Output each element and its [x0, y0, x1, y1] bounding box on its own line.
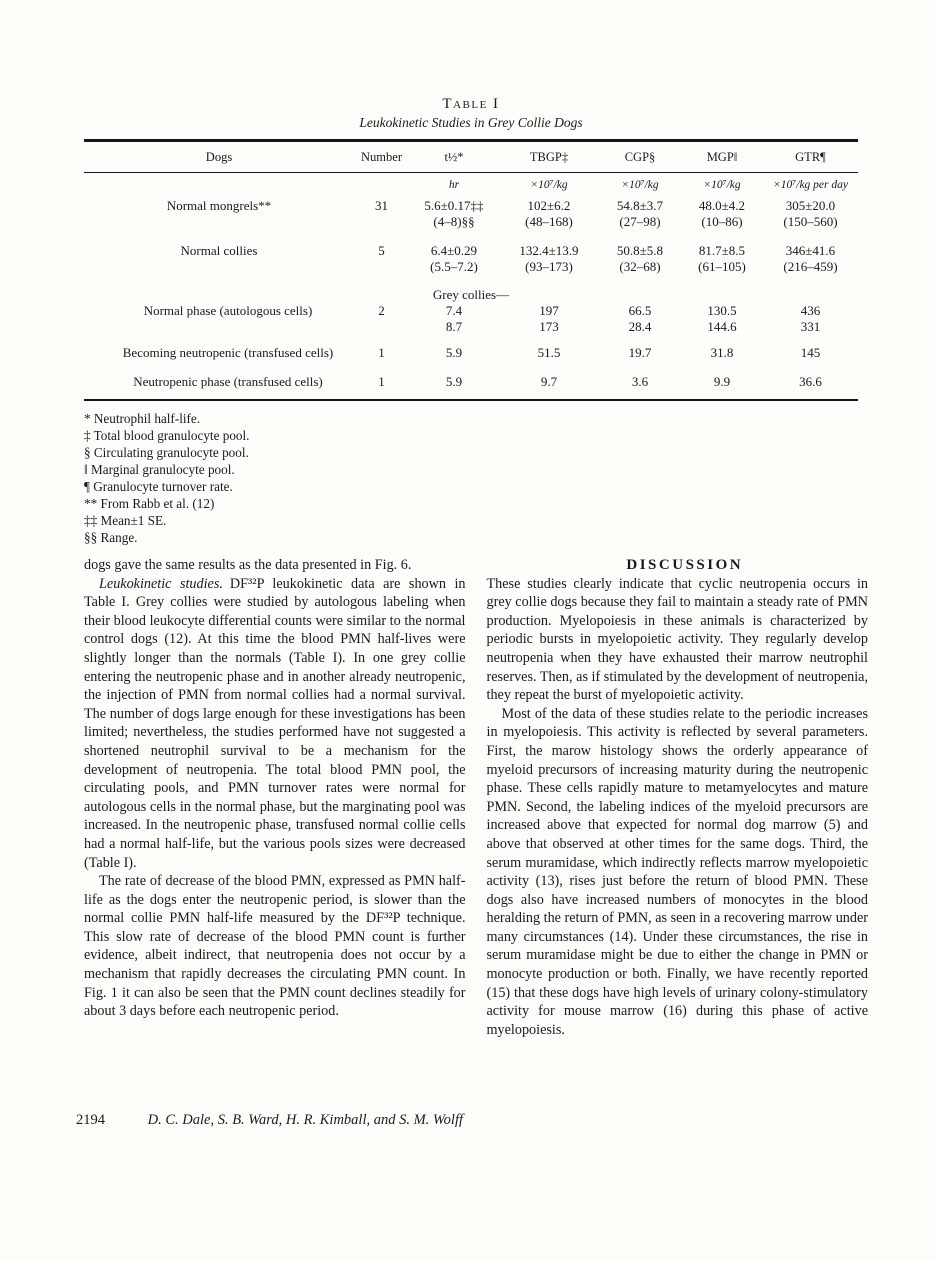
- footnote: § Circulating granulocyte pool.: [84, 445, 249, 460]
- cell-halflife: 5.6±0.17‡‡ (4–8)§§: [424, 198, 484, 229]
- table-header-row: [84, 141, 858, 173]
- paragraph: The rate of decrease of the blood PMN, expressed as PMN half-life as the dogs enter the neutropenic period, is slower than the normal collie PMN half-life measured by the DF³²P technique. This slow rate of decrease of the blood PMN count is further evidence, albeit indirect, that neutropenia does not occur by a mechanism that rapidly decreases the circulating PMN count. In Fig. 1 it can also be seen that the PMN count declines steadily for about 3 days before each neutropenic period.: [84, 873, 466, 1020]
- group-label: Grey collies—: [432, 287, 510, 302]
- table-units-row: [84, 173, 858, 196]
- footnote: * Neutrophil half-life.: [84, 411, 201, 426]
- cell-cgp: 54.8±3.7 (27–98): [616, 198, 664, 229]
- cell-cgp: 19.7: [628, 345, 652, 360]
- cell-mgp: 31.8: [710, 345, 734, 360]
- cell-tbgp: 51.5: [537, 345, 561, 360]
- table-caption: Leukokinetic Studies in Grey Collie Dogs: [359, 115, 583, 130]
- unit-gtr: ×10⁷/kg per day: [773, 179, 848, 191]
- cell-number: 1: [378, 374, 385, 389]
- paragraph-text: DF³²P leukokinetic data are shown in Table I. Grey collies were studied by autologous labeling when their blood leukocyte differential counts were similar to the normal control dogs (12). At this time the blood PMN half-lives were slightly longer than the normals (Table I). In one grey collie entering the neutropenic phase and in another already neutropenic, the injection of PMN from normal collies had a normal survival. The number of dogs large enough for these investigations has been limited; nevertheless, the studies performed have not suggested a shortened neutrophil survival to be a mechanism for the development of neutropenia. The total blood PMN pool, the circulating pools, and PMN turnover rates were normal for autologous cells in the normal phase, but the marginating pool was increased. In the neutropenic phase, transfused normal collie cells had a normal half-life, but the various pools sizes were decreased (Table I).: [84, 575, 466, 871]
- cell-gtr: 346±41.6 (216–459): [783, 243, 838, 274]
- col-header-halflife: t½*: [409, 141, 499, 173]
- col-header-tbgp: TBGP‡: [499, 141, 599, 173]
- footnote: ¶ Granulocyte turnover rate.: [84, 479, 233, 494]
- paragraph: [84, 575, 466, 873]
- footnote: ‖ Marginal granulocyte pool.: [84, 462, 235, 477]
- cell-tbgp: 9.7: [540, 374, 558, 389]
- table-title: Table I: [442, 96, 500, 112]
- unit-mgp: ×10⁷/kg: [703, 179, 741, 191]
- cell-gtr: 436 331: [800, 303, 821, 334]
- cell-mgp: 81.7±8.5 (61–105): [698, 243, 746, 274]
- footnote: §§ Range.: [84, 530, 138, 545]
- cell-halflife: 6.4±0.29 (5.5–7.2): [430, 243, 478, 274]
- cell-halflife: 5.9: [445, 345, 463, 360]
- unit-halflife: hr: [448, 179, 460, 191]
- row-label: Normal phase (autologous cells): [143, 303, 313, 318]
- paragraph-lead: Leukokinetic studies.: [99, 575, 223, 592]
- footnote: ‡‡ Mean±1 SE.: [84, 513, 167, 528]
- col-header-dogs: Dogs: [84, 141, 354, 173]
- cell-mgp: 130.5 144.6: [707, 303, 737, 334]
- right-column: [487, 556, 869, 1039]
- cell-halflife: 5.9: [445, 374, 463, 389]
- col-header-cgp: CGP§: [599, 141, 681, 173]
- leukokinetic-table: [84, 139, 858, 401]
- cell-number: 2: [378, 303, 385, 318]
- unit-tbgp: ×10⁷/kg: [530, 179, 568, 191]
- row-label: Neutropenic phase (transfused cells): [133, 374, 323, 389]
- left-column: [84, 556, 466, 1039]
- table-row: [84, 345, 858, 374]
- cell-number: 1: [378, 345, 385, 360]
- page-number: 2194: [76, 1112, 105, 1128]
- cell-gtr: 145: [800, 345, 821, 360]
- cell-number: 5: [378, 243, 385, 258]
- cell-cgp: 3.6: [631, 374, 649, 389]
- cell-halflife: 7.4 8.7: [445, 303, 463, 334]
- body-columns: [84, 556, 868, 1039]
- col-header-gtr: GTR¶: [763, 141, 858, 173]
- unit-cgp: ×10⁷/kg: [621, 179, 659, 191]
- table-row: [84, 303, 858, 345]
- cell-tbgp: 197 173: [539, 303, 559, 334]
- cell-tbgp: 132.4±13.9 (93–173): [519, 243, 579, 274]
- cell-mgp: 48.0±4.2 (10–86): [698, 198, 746, 229]
- footnote: ‡ Total blood granulocyte pool.: [84, 428, 250, 443]
- discussion-heading: DISCUSSION: [626, 557, 744, 573]
- table-1-block: [84, 96, 858, 546]
- table-group-row: [84, 287, 858, 303]
- cell-cgp: 66.5 28.4: [628, 303, 652, 334]
- cell-gtr: 36.6: [799, 374, 822, 389]
- paragraph: These studies clearly indicate that cyclic neutropenia occurs in grey collie dogs because they fail to maintain a steady rate of PMN production. Myelopoiesis in these animals is characterized by periodic bursts in myelopoietic activity. They regularly develop neutropenia when they have exhausted their marrow neutrophil reserves. Then, as if stimulated by the development of neutropenia, they repeat the burst of myelopoietic activity.: [486, 575, 868, 704]
- cell-mgp: 9.9: [713, 374, 731, 389]
- running-authors: D. C. Dale, S. B. Ward, H. R. Kimball, and S. M. Wolff: [147, 1112, 464, 1128]
- col-header-number: Number: [354, 141, 409, 173]
- col-header-mgp: MGP‖: [681, 141, 763, 173]
- cell-cgp: 50.8±5.8 (32–68): [616, 243, 664, 274]
- table-row: [84, 374, 858, 400]
- footnote: ** From Rabb et al. (12): [84, 496, 215, 511]
- paragraph: dogs gave the same results as the data presented in Fig. 6.: [84, 557, 412, 573]
- cell-tbgp: 102±6.2 (48–168): [525, 198, 573, 229]
- row-label: Becoming neutropenic (transfused cells): [122, 345, 334, 360]
- cell-number: 31: [375, 198, 388, 213]
- page-footer: [76, 1112, 876, 1129]
- cell-gtr: 305±20.0 (150–560): [783, 198, 838, 229]
- paragraph: Most of the data of these studies relate to the periodic increases in myelopoiesis. This activity is reflected by several parameters. First, the marow histology shows the orderly appearance of myeloid precursors of increasing maturity during the neutropenic phase. These cells rapidly mature to metamyelocytes and mature PMN. Second, the labeling indices of the myeloid precursors are increased above that expected for normal dog marrow (5) and above that observed at other times for the same dogs. Third, the serum muramidase, which indirectly reflects marrow myelopoietic activity (13), rises just before the return of blood PMN. These dogs also have increased numbers of monocytes in the blood heralding the return of PMN, as seen in a recovering marrow under many circumstances (14). Under these circumstances, the rise in serum muramidase might be due to either the change in PMN or monocyte production or both. Finally, we have recently reported (15) that these dogs have high levels of urinary colony-stimulatory activity for mouse marrow (16) during this phase of active myelopoiesis.: [486, 705, 868, 1038]
- table-row: [84, 195, 858, 243]
- table-footnotes: [84, 410, 858, 546]
- row-label: Normal collies: [180, 243, 258, 258]
- row-label: Normal mongrels**: [166, 198, 272, 213]
- table-row: [84, 243, 858, 287]
